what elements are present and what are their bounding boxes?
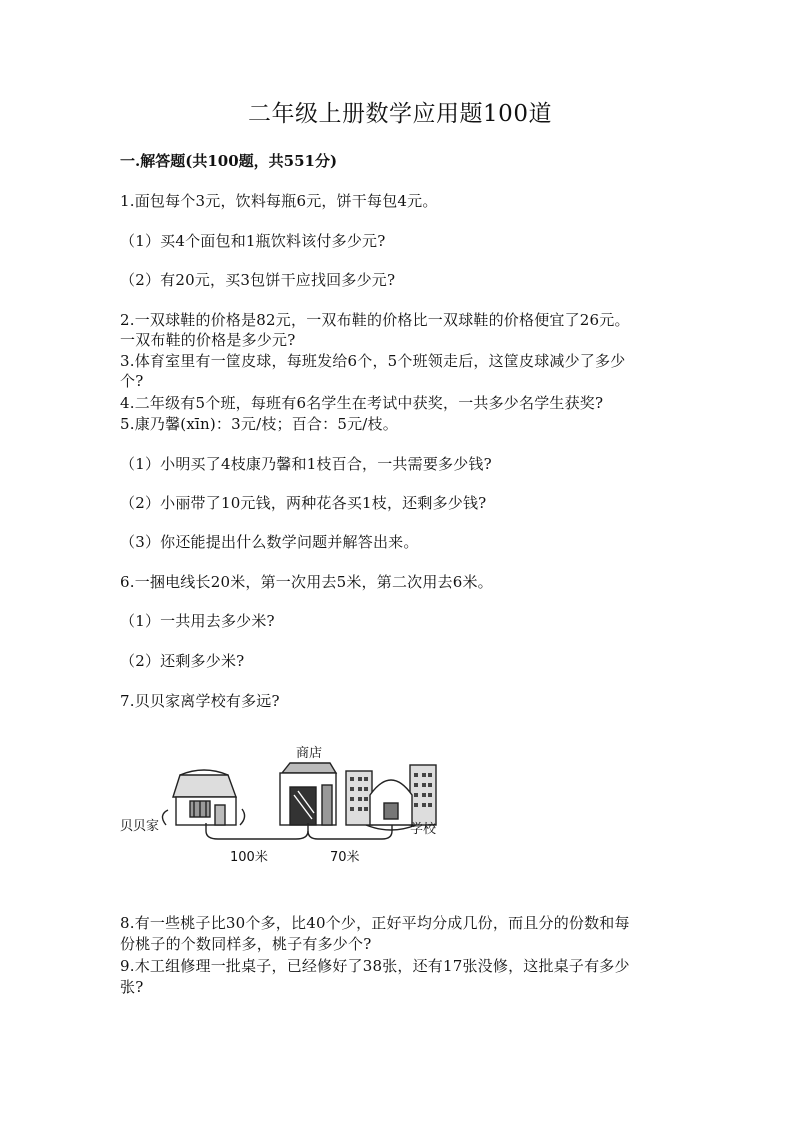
q1-text: 1.面包每个3元，饮料每瓶6元，饼干每包4元。 (120, 192, 438, 210)
q9-text-line1: 9.木工组修理一批桌子，已经修好了38张，还有17张没修，这批桌子有多少 (120, 957, 630, 975)
q4-text: 4.二年级有5个班，每班有6名学生在考试中获奖，一共多少名学生获奖? (120, 394, 604, 412)
q8-text-line2: 份桃子的个数同样多，桃子有多少个? (120, 935, 372, 953)
q1-part2: （2）有20元，买3包饼干应找回多少元? (120, 271, 396, 289)
home-label: 贝贝家 (120, 819, 160, 834)
q5-part1: （1）小明买了4枝康乃馨和1枝百合，一共需要多少钱? (120, 455, 492, 473)
q3-text-line2: 个? (120, 372, 144, 390)
section-heading: 一.解答题(共100题，共551分) (120, 152, 338, 170)
q5-text: 5.康乃馨(xīn)：3元/枝；百合：5元/枝。 (120, 415, 398, 433)
q6-text: 6.一捆电线长20米，第一次用去5米，第二次用去6米。 (120, 573, 493, 591)
distance-100m-label: 100米 (230, 850, 268, 865)
q8-text-line1: 8.有一些桃子比30个多，比40个少，正好平均分成几份，而且分的份数和每 (120, 914, 630, 932)
page-title: 二年级上册数学应用题100道 (248, 101, 552, 127)
q9-text-line2: 张? (120, 978, 144, 996)
shop-icon (280, 763, 336, 825)
q3-text-line1: 3.体育室里有一筐皮球，每班发给6个，5个班领走后，这筐皮球减少了多少 (120, 352, 626, 370)
shop-label: 商店 (296, 746, 323, 761)
q6-part1: （1）一共用去多少米? (120, 612, 275, 630)
q6-part2: （2）还剩多少米? (120, 652, 245, 670)
q2-text-line1: 2.一双球鞋的价格是82元，一双布鞋的价格比一双球鞋的价格便宜了26元。 (120, 311, 630, 329)
distance-figure (118, 735, 458, 885)
q7-text: 7.贝贝家离学校有多远? (120, 692, 280, 710)
distance-70m-label: 70米 (330, 850, 360, 865)
q2-text-line2: 一双布鞋的价格是多少元? (120, 331, 296, 349)
q5-part2: （2）小丽带了10元钱，两种花各买1枝，还剩多少钱? (120, 494, 487, 512)
q1-part1: （1）买4个面包和1瓶饮料该付多少元? (120, 232, 386, 250)
school-label: 学校 (410, 822, 437, 837)
q5-part3: （3）你还能提出什么数学问题并解答出来。 (120, 533, 419, 551)
house-icon (162, 770, 244, 825)
